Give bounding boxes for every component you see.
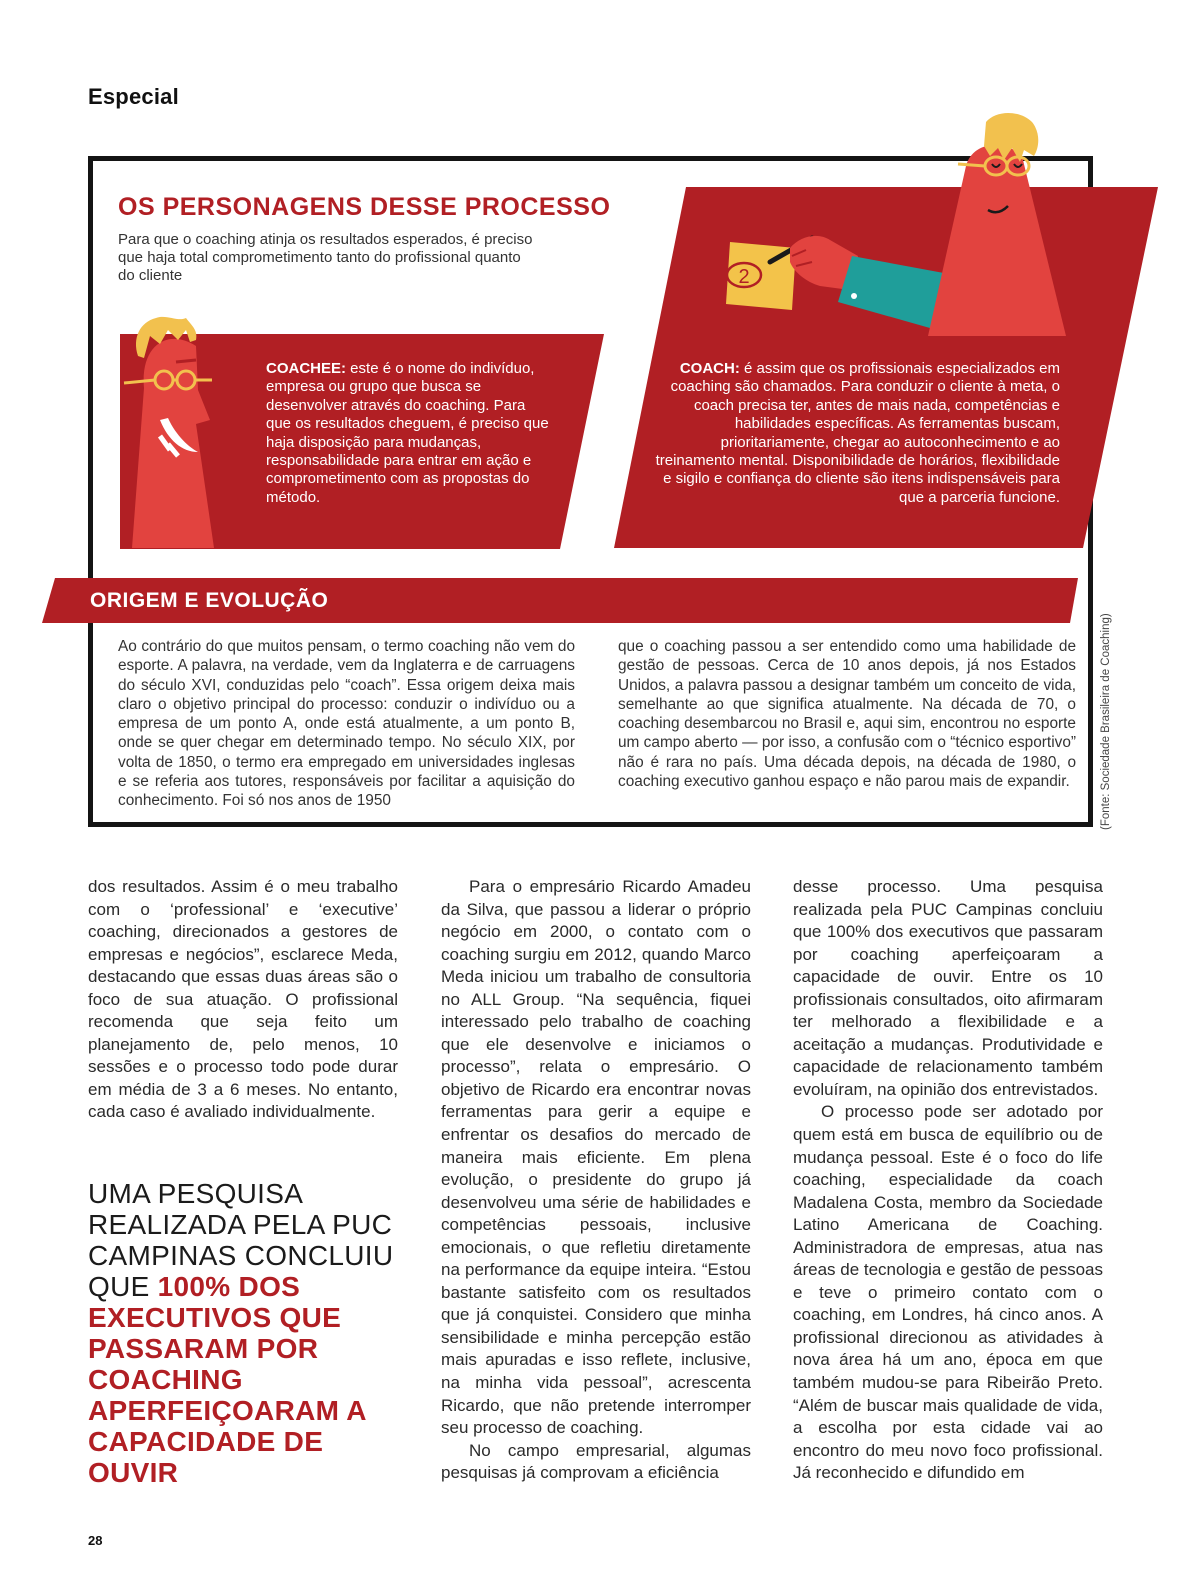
coach-description xyxy=(655,360,1060,507)
coach-body: é assim que os profissionais especializados em coaching são chamados. Para conduzir o cliente à meta, o coach precisa ter, antes de mais nada, competências e habilidades específicas. As ferramentas buscam, prioritariamente, chegar ao autoconhecimento e ao treinamento mental. Disponibilidade de horários, flexibilidade e sigilo e confiança do cliente são itens indispensáveis para que a parceria funcione. xyxy=(655,360,1060,506)
article-column-1 xyxy=(88,876,398,1124)
page-number: 28 xyxy=(88,1533,103,1548)
coachee-description xyxy=(266,360,551,507)
paragraph: No campo empresarial, algumas pesquisas já comprovam a eficiência xyxy=(441,1440,751,1483)
pull-quote-highlight: 100% DOS EXECUTIVOS QUE PASSARAM POR COACHING APERFEIÇOARAM A CAPACIDADE DE OUVIR xyxy=(88,1271,366,1488)
pull-quote xyxy=(88,1178,408,1488)
origem-title: ORIGEM E EVOLUÇÃO xyxy=(90,589,329,612)
article-column-3 xyxy=(793,876,1103,1485)
coachee-lead: COACHEE: xyxy=(266,360,347,377)
infobox-title: OS PERSONAGENS DESSE PROCESSO xyxy=(118,193,611,221)
paragraph: desse processo. Uma pesquisa realizada pela PUC Campinas concluiu que 100% dos executivos que passaram por coaching aperfeiçoaram a capacidade de ouvir. Entre os 10 profissionais consultados, oito afirmaram ter melhorado a flexibilidade e a aceitação a mudanças. Produtividade e capacidade de relacionamento também evoluíram, na opinião dos entrevistados. xyxy=(793,877,1103,1099)
origem-column-1: Ao contrário do que muitos pensam, o termo coaching não vem do esporte. A palavra, na verdade, vem da Inglaterra e de carruagens do século XVI, conduzidas pelo “coach”. Essa origem deixa mais claro o objetivo principal do processo: conduzir o indivíduo ou a empresa de um ponto A, onde está atualmente, a um ponto B, onde se quer chegar em determinado tempo. No século XIX, por volta de 1850, o termo era empregado em universidades inglesas e se referia aos tutores, responsáveis por facilitar a aquisição do conhecimento. Foi só nos anos de 1950 xyxy=(118,638,575,810)
section-label: Especial xyxy=(88,84,179,109)
origem-column-2: que o coaching passou a ser entendido como uma habilidade de gestão de pessoas. Cerca de 10 anos depois, já nos Estados Unidos, a palavra passou a designar também um conceito de vida, semelhante ao que significa atualmente. Na década de 70, o coaching desembarcou no Brasil e, aqui sim, encontrou no esporte um campo aberto — por isso, a confusão com o “técnico esportivo” não é rara no país. Uma década depois, na década de 1980, o coaching executivo ganhou espaço e não parou mais de expandir. xyxy=(618,638,1076,791)
article-column-2 xyxy=(441,876,751,1485)
coachee-body: este é o nome do indivíduo, empresa ou grupo que busca se desenvolver através do coaching. Para que os resultados cheguem, é preciso que haja disposição para mudanças, responsabilidade para entrar em ação e comprometimento com as propostas do método. xyxy=(266,360,549,506)
paragraph: O processo pode ser adotado por quem está em busca de equilíbrio ou de mudança pessoal. Este é o foco do life coaching, especialidade da coach Madalena Costa, membro da Sociedade Latino Americana de Coaching. Administradora de empresas, atua nas áreas de tecnologia e gestão de pessoas e teve o primeiro contato com o coaching, em Londres, há cinco anos. A profissional direcionou as atividades à nova área há um ano, época em que também mudou-se para Ribeirão Preto. “Além de buscar mais qualidade de vida, a escolha por esta cidade vai ao encontro do meu novo foco profissional. Já reconhecido e difundido em xyxy=(793,1102,1104,1483)
pull-quote-text: UMA PESQUISA REALIZADA PELA PUC CAMPINAS CONCLUIU QUE xyxy=(88,1178,394,1302)
coach-lead: COACH: xyxy=(679,360,740,377)
paragraph: Para o empresário Ricardo Amadeu da Silva, que passou a liderar o próprio negócio em 2000, o contato com o coaching surgiu em 2012, quando Marco Meda iniciou um trabalho de consultoria no ALL Group. “Na sequência, fiquei interessado pelo trabalho de coaching que ele desenvolve e iniciamos o processo”, relata o empresário. O objetivo de Ricardo era encontrar novas ferramentas para gerir a equipe e enfrentar os desafios do mercado de maneira mais eficiente. Em plena evolução, o presidente do grupo já desenvolveu uma série de habilidades e competências pessoais, inclusive emocionais, o que refletiu diretamente na performance da equipe inteira. “Estou bastante satisfeito com os resultados que já conquistei. Considero que minha sensibilidade e minha percepção estão mais apuradas e isso reflete, inclusive, na minha vida pessoal”, acrescenta Ricardo, que não pretende interromper seu processo de coaching. xyxy=(441,877,751,1438)
paragraph: dos resultados. Assim é o meu trabalho com o ‘professional’ e ‘executive’ coaching, direcionados a gestores de empresas e negócios”, esclarece Meda, destacando que essas duas áreas são o foco de sua atuação. O profissional recomenda que seja feito um planejamento de, pelo menos, 10 sessões e o processo todo pode durar em média de 3 a 6 meses. No entanto, cada caso é avaliado individualmente. xyxy=(88,877,398,1122)
infobox-intro: Para que o coaching atinja os resultados esperados, é preciso que haja total comprometimento tanto do profissional quanto do cliente xyxy=(118,231,533,284)
source-note: (Fonte: Sociedade Brasileira de Coaching) xyxy=(1100,613,1112,830)
note-number: 2 xyxy=(738,266,750,288)
